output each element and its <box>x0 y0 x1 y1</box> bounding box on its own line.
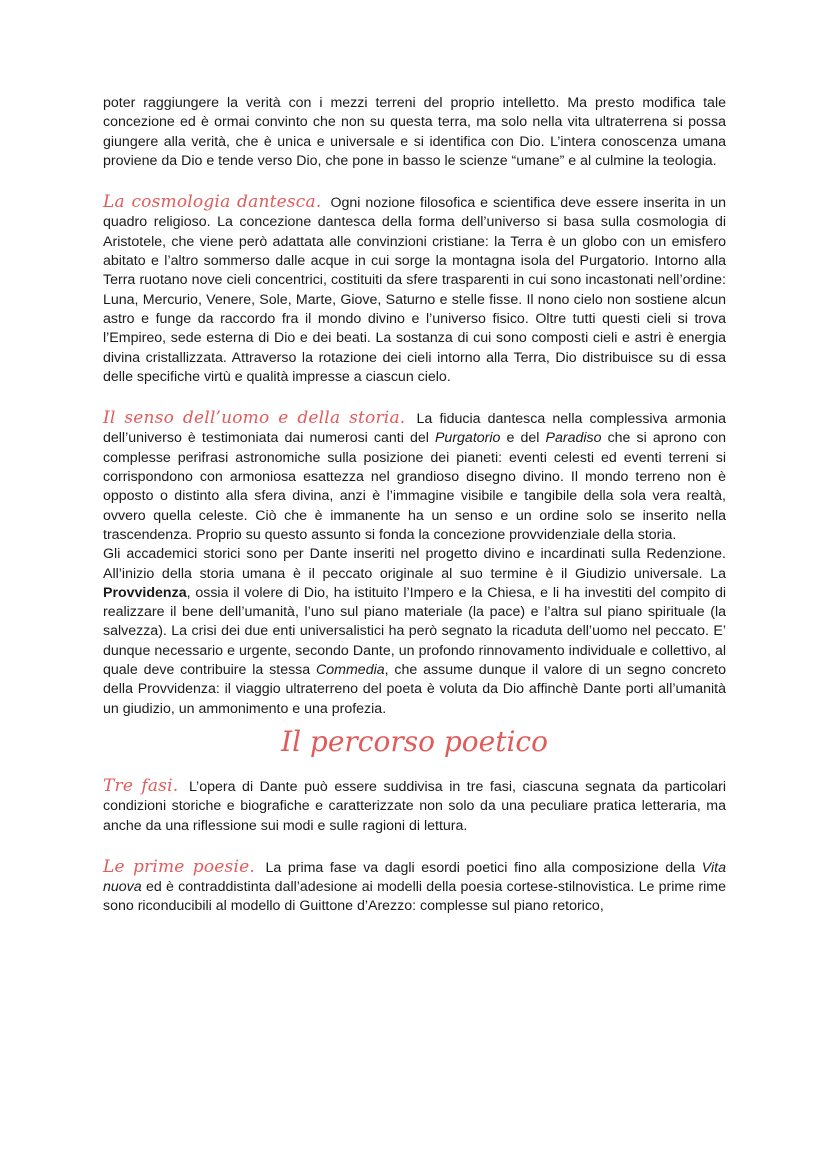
prime-poesie-text-1: La prima fase va dagli esordi poetici fino alla composizione della <box>265 859 696 876</box>
storia-provvidenza: Provvidenza <box>103 584 187 601</box>
paragraph-storia <box>103 545 726 719</box>
senso-text-1: La fiducia dantesca nella complessiva armonia dell’universo è testimoniata dai numerosi canti del <box>103 411 726 447</box>
paragraph-senso <box>103 409 726 545</box>
heading-cosmologia: La cosmologia dantesca. <box>103 192 322 213</box>
senso-purgatorio: Purgatorio <box>434 430 501 447</box>
document-page <box>103 94 726 917</box>
heading-senso: Il senso dell’uomo e della storia. <box>103 408 406 429</box>
paragraph-prime-poesie <box>103 858 726 917</box>
paragraph-tre-fasi <box>103 777 726 836</box>
section-title: Il percorso poetico <box>281 724 548 758</box>
senso-paradiso: Paradiso <box>545 430 602 447</box>
heading-prime-poesie: Le prime poesie. <box>103 856 255 877</box>
paragraph-intro <box>103 94 726 171</box>
senso-text-3: che si aprono con complesse perifrasi astronomiche sulla posizione dei pianeti: eventi celesti ed eventi terreni si corrispondono con armoniosa esattezza nel grandioso disegno divino. Il mondo terreno non è opposto o distinto alla sfera divina, anzi è l’immagine visibile e tangibile della sola vera realtà, ovvero quella celeste. Ciò che è immanente ha un senso e un ordine solo se inserito nella trascendenza. Proprio su questo assunto si fonda la concezione provvidenziale della storia. <box>103 430 726 543</box>
storia-text-3: , che assume dunque il valore di un segno concreto della Provvidenza: il viaggio ultraterreno del poeta è voluta da Dio affinchè Dante porti all’umanità un giudizio, un ammonimento e una profezia. <box>103 662 726 717</box>
senso-text-2: e del <box>506 430 540 447</box>
cosmologia-text: Ogni nozione filosofica e scientifica deve essere inserita in un quadro religioso. La concezione dantesca della forma dell’universo si basa sulla cosmologia di Aristotele, che viene però adattata alle convinzioni cristiane: la Terra è un globo con un emisfero abitato e l’altro sommerso dalle acque in cui sorge la montagna isola del Purgatorio. Intorno alla Terra ruotano nove cieli concentrici, costituiti da sfere trasparenti in cui sono incastonati nell’ordine: Luna, Mercurio, Venere, Sole, Marte, Giove, Saturno e stelle fisse. Il nono cielo non sostiene alcun astro e funge da raccordo fra il mondo divino e l’universo fisico. Oltre tutti questi cieli si trova l’Empireo, sede esterna di Dio e dei beati. La sostanza di cui sono composti cieli e astri è energia divina cristallizzata. Attraverso la rotazione dei cieli intorno alla Terra, Dio distribuisce su di essa delle specifiche virtù e qualità impresse a ciascun cielo. <box>103 195 726 385</box>
storia-text-1: Gli accademici storici sono per Dante inseriti nel progetto divino e incardinati sulla Redenzione. All’inizio della storia umana è il peccato originale al suo termine è il Giudizio universale. La <box>103 546 726 582</box>
paragraph-cosmologia <box>103 193 726 387</box>
prime-poesie-text-2: ed è contraddistinta dall’adesione ai modelli della poesia cortese-stilnovistica. Le prime rime sono riconducibili al modello di Guittone d’Arezzo: complesse sul piano retorico, <box>103 879 726 915</box>
intro-text: poter raggiungere la verità con i mezzi terreni del proprio intelletto. Ma presto modifica tale concezione ed è ormai convinto che non su questa terra, ma solo nella vita ultraterrena si possa giungere alla verità, che è unica e universale e si identifica con Dio. L’intera conoscenza umana proviene da Dio e tende verso Dio, che pone in basso le scienze “umane” e al culmine la teologia. <box>103 95 726 169</box>
storia-commedia: Commedia <box>316 662 385 679</box>
storia-text-2: , ossia il volere di Dio, ha istituito l’Impero e la Chiesa, e li ha investiti del compito di realizzare il bene dell’umanità, l’uno sul piano materiale (la pace) e l’altra sul piano spirituale (la salvezza). La crisi dei due enti universalistici ha però segnato la ricaduta dell’uomo nel peccato. E’ dunque necessario e urgente, secondo Dante, un profondo rinnovamento individuale e collettivo, al quale deve contribuire la stessa <box>103 584 726 679</box>
heading-tre-fasi: Tre fasi. <box>103 775 179 796</box>
tre-fasi-text: L’opera di Dante può essere suddivisa in tre fasi, ciascuna segnata da particolari condizioni storiche e biografiche e caratterizzate non solo da una peculiare pratica letteraria, ma anche da una riflessione sui modi e sulle ragioni di lettura. <box>103 778 726 834</box>
prime-poesie-vita-nuova: Vita nuova <box>103 859 726 896</box>
